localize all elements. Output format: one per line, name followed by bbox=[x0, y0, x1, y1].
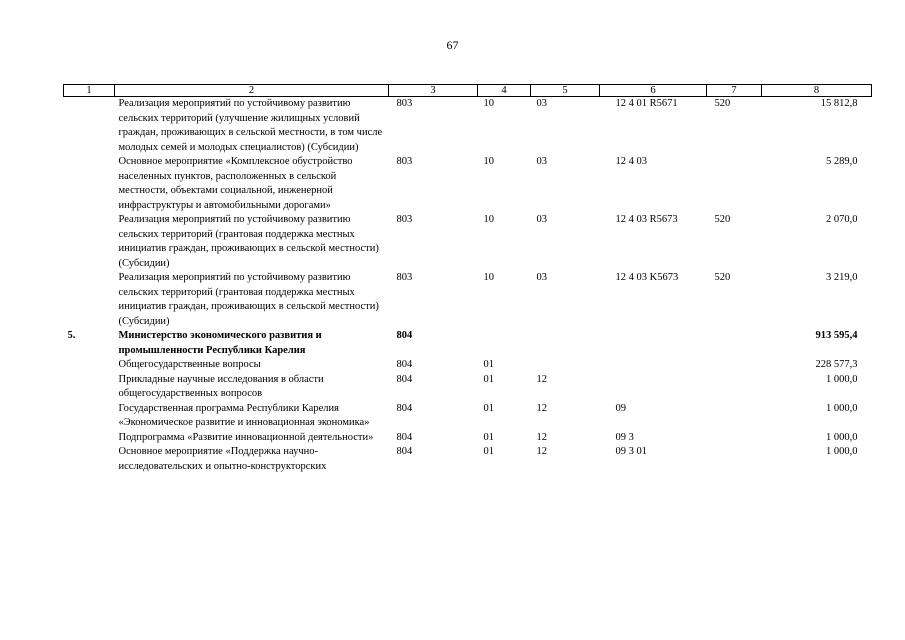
column-header: 5 bbox=[531, 85, 600, 97]
subsection-code: 12 bbox=[536, 431, 547, 443]
ministry-code: 803 bbox=[396, 214, 413, 225]
table-row bbox=[64, 402, 872, 431]
row-number bbox=[64, 97, 115, 156]
table-row bbox=[64, 373, 872, 402]
table-body bbox=[64, 97, 872, 475]
amount-value: 228 577,3 bbox=[815, 359, 858, 370]
section-code: 01 bbox=[483, 402, 494, 414]
row-number bbox=[64, 213, 115, 271]
target-article-code: 09 3 01 bbox=[615, 446, 647, 457]
subsection-code: 12 bbox=[536, 402, 547, 414]
amount-value: 1 000,0 bbox=[826, 402, 858, 414]
subsection-code: 03 bbox=[536, 272, 547, 283]
amount-value: 1 000,0 bbox=[826, 431, 858, 443]
expense-type-code bbox=[707, 445, 762, 474]
amount-value: 2 070,0 bbox=[826, 214, 858, 225]
ministry-code: 803 bbox=[396, 272, 413, 283]
subsection-code bbox=[531, 329, 600, 358]
ministry-code: 803 bbox=[396, 156, 413, 167]
expense-type-code: 520 bbox=[714, 214, 731, 225]
amount-value: 5 289,0 bbox=[826, 156, 858, 167]
amount-value: 3 219,0 bbox=[826, 272, 858, 283]
amount-value: 15 812,8 bbox=[820, 98, 858, 109]
budget-table bbox=[63, 84, 872, 474]
expense-type-code bbox=[707, 358, 762, 373]
section-code: 01 bbox=[483, 431, 494, 443]
row-name: Государственная программа Республики Карелия «Экономическое развитие и инновационная экономика» bbox=[118, 402, 370, 428]
table-row bbox=[64, 97, 872, 156]
target-article-code bbox=[600, 373, 707, 402]
row-number bbox=[64, 445, 115, 474]
subsection-code: 12 bbox=[536, 373, 547, 385]
section-code: 01 bbox=[483, 359, 494, 370]
column-header: 1 bbox=[64, 85, 115, 97]
expense-type-code bbox=[707, 402, 762, 431]
row-name: Основное мероприятие «Поддержка научно-исследовательских и опытно-конструкторских bbox=[118, 446, 327, 472]
expense-type-code bbox=[707, 329, 762, 358]
subsection-code: 03 bbox=[536, 98, 547, 109]
expense-type-code: 520 bbox=[714, 272, 731, 283]
amount-value: 913 595,4 bbox=[815, 330, 858, 341]
row-name: Реализация мероприятий по устойчивому развитию сельских территорий (улучшение жилищных условий граждан, проживающих в сельской местности, в том числе молодых семей и молодых специалистов) (Субсидии) bbox=[118, 98, 383, 153]
column-header: 4 bbox=[478, 85, 531, 97]
table-row bbox=[64, 358, 872, 373]
row-name: Министерство экономического развития и промышленности Республики Карелия bbox=[118, 330, 322, 356]
row-number bbox=[64, 373, 115, 402]
amount-value: 1 000,0 bbox=[826, 373, 858, 385]
row-number bbox=[64, 155, 115, 213]
section-code: 10 bbox=[483, 214, 494, 225]
column-header: 3 bbox=[389, 85, 478, 97]
target-article-code: 12 4 03 bbox=[615, 156, 647, 167]
table-row bbox=[64, 271, 872, 329]
page-number: 67 bbox=[446, 38, 459, 52]
subsection-code bbox=[531, 358, 600, 373]
expense-type-code: 520 bbox=[714, 98, 731, 109]
amount-value: 1 000,0 bbox=[826, 446, 858, 457]
ministry-code: 804 bbox=[396, 431, 413, 443]
row-number bbox=[64, 402, 115, 431]
ministry-code: 804 bbox=[396, 402, 413, 414]
target-article-code: 12 4 01 R5671 bbox=[615, 98, 678, 109]
section-code: 01 bbox=[483, 446, 494, 457]
table-row bbox=[64, 213, 872, 271]
target-article-code: 12 4 03 K5673 bbox=[615, 272, 679, 283]
section-code: 01 bbox=[483, 373, 494, 385]
ministry-code: 804 bbox=[396, 359, 413, 370]
row-name: Реализация мероприятий по устойчивому развитию сельских территорий (грантовая поддержка местных инициатив граждан, проживающих в сельской местности) (Субсидии) bbox=[118, 272, 379, 327]
row-number bbox=[64, 358, 115, 373]
target-article-code: 12 4 03 R5673 bbox=[615, 214, 678, 225]
target-article-code: 09 bbox=[615, 402, 626, 414]
table-row bbox=[64, 431, 872, 446]
expense-type-code bbox=[707, 431, 762, 446]
row-name: Основное мероприятие «Комплексное обустройство населенных пунктов, расположенных в сельской местности, объектами социальной, инженерной инфраструктуры и автомобильными дорогами» bbox=[118, 156, 353, 211]
section-code: 10 bbox=[483, 156, 494, 167]
table-row bbox=[64, 329, 872, 358]
row-name: Общегосударственные вопросы bbox=[118, 359, 261, 370]
row-name: Подпрограмма «Развитие инновационной деятельности» bbox=[118, 431, 374, 443]
table-row bbox=[64, 445, 872, 474]
expense-type-code bbox=[707, 373, 762, 402]
row-number bbox=[64, 271, 115, 329]
section-code: 10 bbox=[483, 98, 494, 109]
ministry-code: 804 bbox=[396, 446, 413, 457]
target-article-code bbox=[600, 358, 707, 373]
ministry-code: 804 bbox=[396, 330, 413, 341]
ministry-code: 803 bbox=[396, 98, 413, 109]
column-header: 8 bbox=[762, 85, 872, 97]
subsection-code: 03 bbox=[536, 214, 547, 225]
target-article-code: 09 3 bbox=[615, 431, 634, 443]
subsection-code: 03 bbox=[536, 156, 547, 167]
section-code: 10 bbox=[483, 272, 494, 283]
row-name: Прикладные научные исследования в области общегосударственных вопросов bbox=[118, 373, 324, 399]
subsection-code: 12 bbox=[536, 446, 547, 457]
ministry-code: 804 bbox=[396, 373, 413, 385]
table-row bbox=[64, 155, 872, 213]
column-header: 2 bbox=[115, 85, 389, 97]
target-article-code bbox=[600, 329, 707, 358]
row-number bbox=[64, 431, 115, 446]
column-header: 7 bbox=[707, 85, 762, 97]
section-code bbox=[478, 329, 531, 358]
column-header: 6 bbox=[600, 85, 707, 97]
expense-type-code bbox=[707, 155, 762, 213]
table-header-row bbox=[64, 85, 872, 97]
row-number: 5. bbox=[67, 330, 76, 341]
row-name: Реализация мероприятий по устойчивому развитию сельских территорий (грантовая поддержка местных инициатив граждан, проживающих в сельской местности) (Субсидии) bbox=[118, 214, 379, 269]
